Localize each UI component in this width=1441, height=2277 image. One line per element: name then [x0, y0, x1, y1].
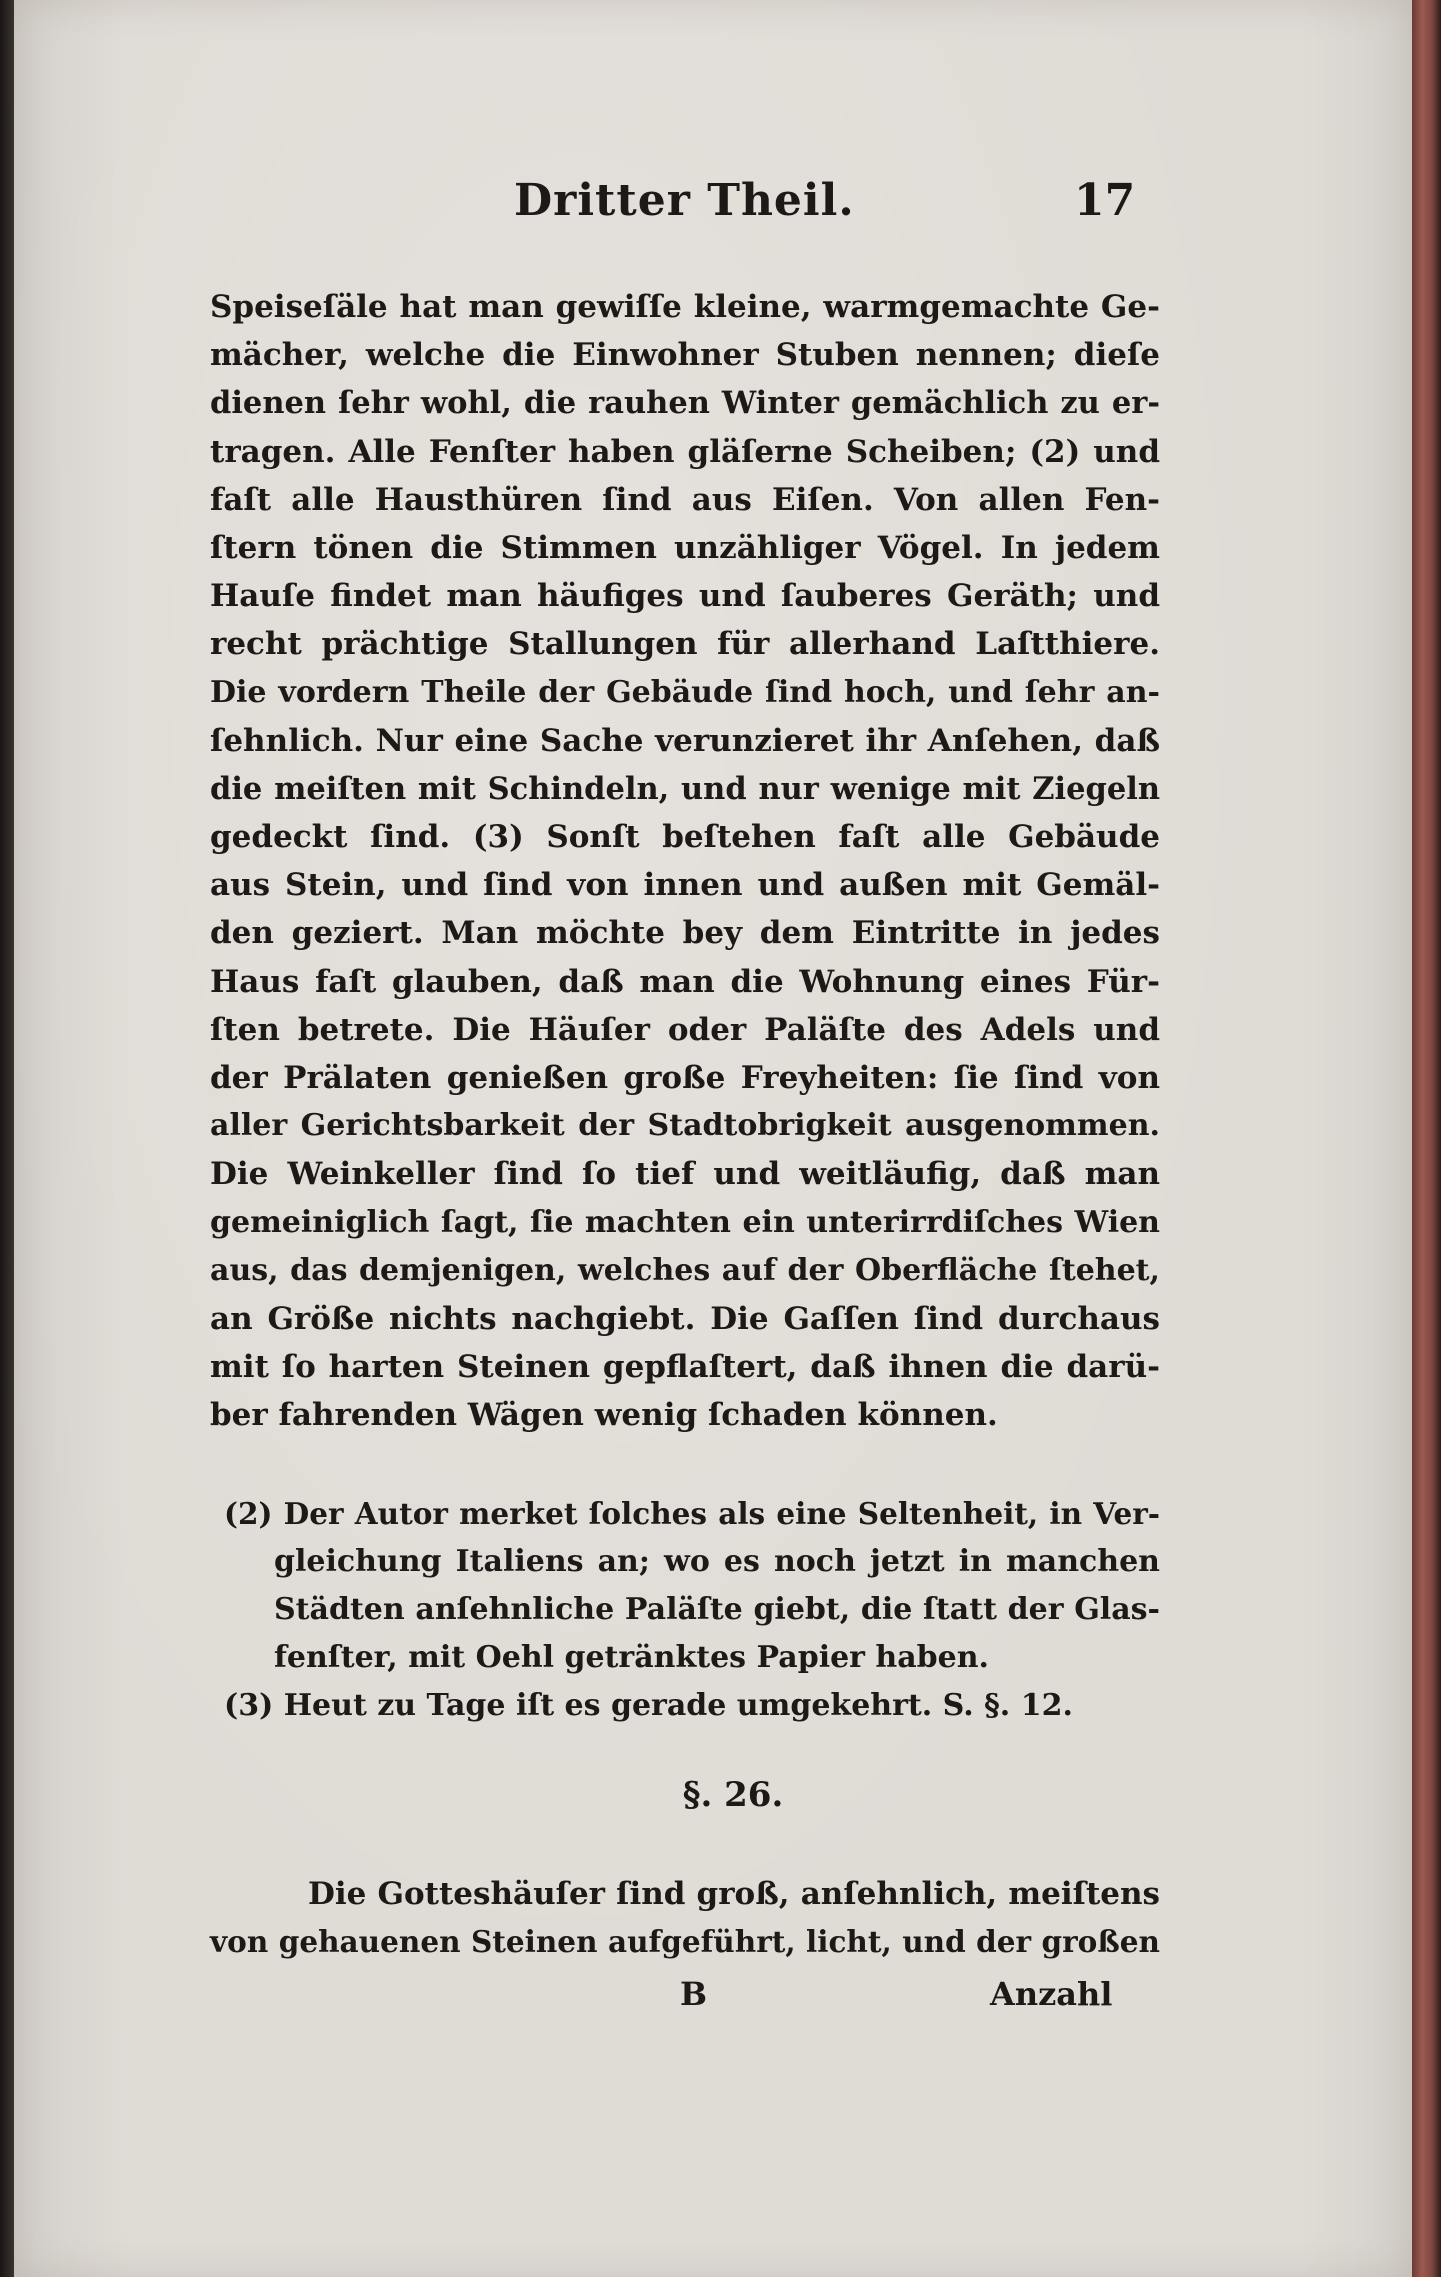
body-line: Die vordern Theile der Gebäude ſind hoch, und ſehr an- [210, 674, 1160, 710]
signature-mark: B [680, 1975, 708, 2013]
body-line: Hauſe findet man häufiges und ſauberes Geräth; und [210, 578, 1160, 615]
book-edge [1412, 0, 1441, 2277]
footnote-line: (3) Heut zu Tage iſt es gerade umgekehrt. S. §. 12. [224, 1688, 1073, 1723]
footnotes [224, 1490, 1160, 1730]
running-head [14, 175, 1412, 245]
section-line: von gehauenen Steinen aufgeführt, licht, und der großen [210, 1924, 1160, 1960]
footnote-line: Städten anſehnliche Paläſte giebt, die ſtatt der Glas- [274, 1592, 1160, 1627]
catchword: Anzahl [990, 1975, 1113, 2013]
footnote-line: gleichung Italiens an; wo es noch jetzt in manchen [274, 1544, 1160, 1579]
body-line: gemeiniglich ſagt, ſie machten ein unterirrdiſches Wien [210, 1204, 1160, 1240]
section-heading: §. 26. [682, 1775, 784, 1815]
section-text [210, 1870, 1160, 1966]
page-number: 17 [1074, 175, 1136, 226]
running-head-title: Dritter Theil. [514, 175, 855, 226]
footnote-line: (2) Der Autor merket ſolches als eine Seltenheit, in Ver- [224, 1496, 1160, 1531]
section-line: Die Gotteshäuſer ſind groß, anſehnlich, meiſtens [308, 1876, 1160, 1912]
body-line: mächer, welche die Einwohner Stuben nennen; dieſe [210, 337, 1160, 374]
body-line: gedeckt ſind. (3) Sonſt beſtehen faſt alle Gebäude [210, 819, 1160, 856]
body-line: Die Weinkeller ſind ſo tief und weitläufig, daß man [210, 1156, 1160, 1193]
body-line: aus, das demjenigen, welches auf der Oberfläche ſtehet, [210, 1252, 1160, 1288]
body-line: aus Stein, und ſind von innen und außen mit Gemäl- [210, 867, 1160, 904]
body-line: mit ſo harten Steinen gepflaſtert, daß ihnen die darü- [210, 1349, 1160, 1386]
body-line: aller Gerichtsbarkeit der Stadtobrigkeit ausgenommen. [210, 1108, 1160, 1144]
page-footer [210, 1975, 1160, 2025]
body-line: die meiſten mit Schindeln, und nur wenige mit Ziegeln [210, 770, 1160, 807]
body-line: ſehnlich. Nur eine Sache verunzieret ihr Anſehen, daß [210, 722, 1160, 759]
body-text [210, 283, 1160, 1440]
footnote-line: fenſter, mit Oehl getränktes Papier haben. [274, 1640, 989, 1675]
body-line: dienen ſehr wohl, die rauhen Winter gemächlich zu er- [210, 385, 1160, 422]
body-line: faſt alle Hausthüren ſind aus Eiſen. Von allen Fen- [210, 481, 1160, 518]
body-line: den geziert. Man möchte bey dem Eintritte in jedes [210, 915, 1160, 952]
book-page [14, 0, 1412, 2277]
body-line: tragen. Alle Fenſter haben gläſerne Scheiben; (2) und [210, 433, 1160, 470]
body-line: recht prächtige Stallungen für allerhand Laſtthiere. [210, 626, 1160, 663]
body-line: ſtern tönen die Stimmen unzähliger Vögel. In jedem [210, 529, 1160, 566]
body-line: Speiseſäle hat man gewiſſe kleine, warmgemachte Ge- [210, 289, 1160, 325]
body-line: Haus faſt glauben, daß man die Wohnung eines Für- [210, 963, 1160, 1000]
body-line: der Prälaten genießen große Freyheiten: ſie ſind von [210, 1060, 1160, 1096]
body-line: an Größe nichts nachgiebt. Die Gaſſen ſind durchaus [210, 1300, 1160, 1337]
body-line: ſten betrete. Die Häuſer oder Paläſte des Adels und [210, 1011, 1160, 1048]
book-spine-shadow [0, 0, 14, 2277]
body-line: ber fahrenden Wägen wenig ſchaden können. [210, 1397, 998, 1434]
